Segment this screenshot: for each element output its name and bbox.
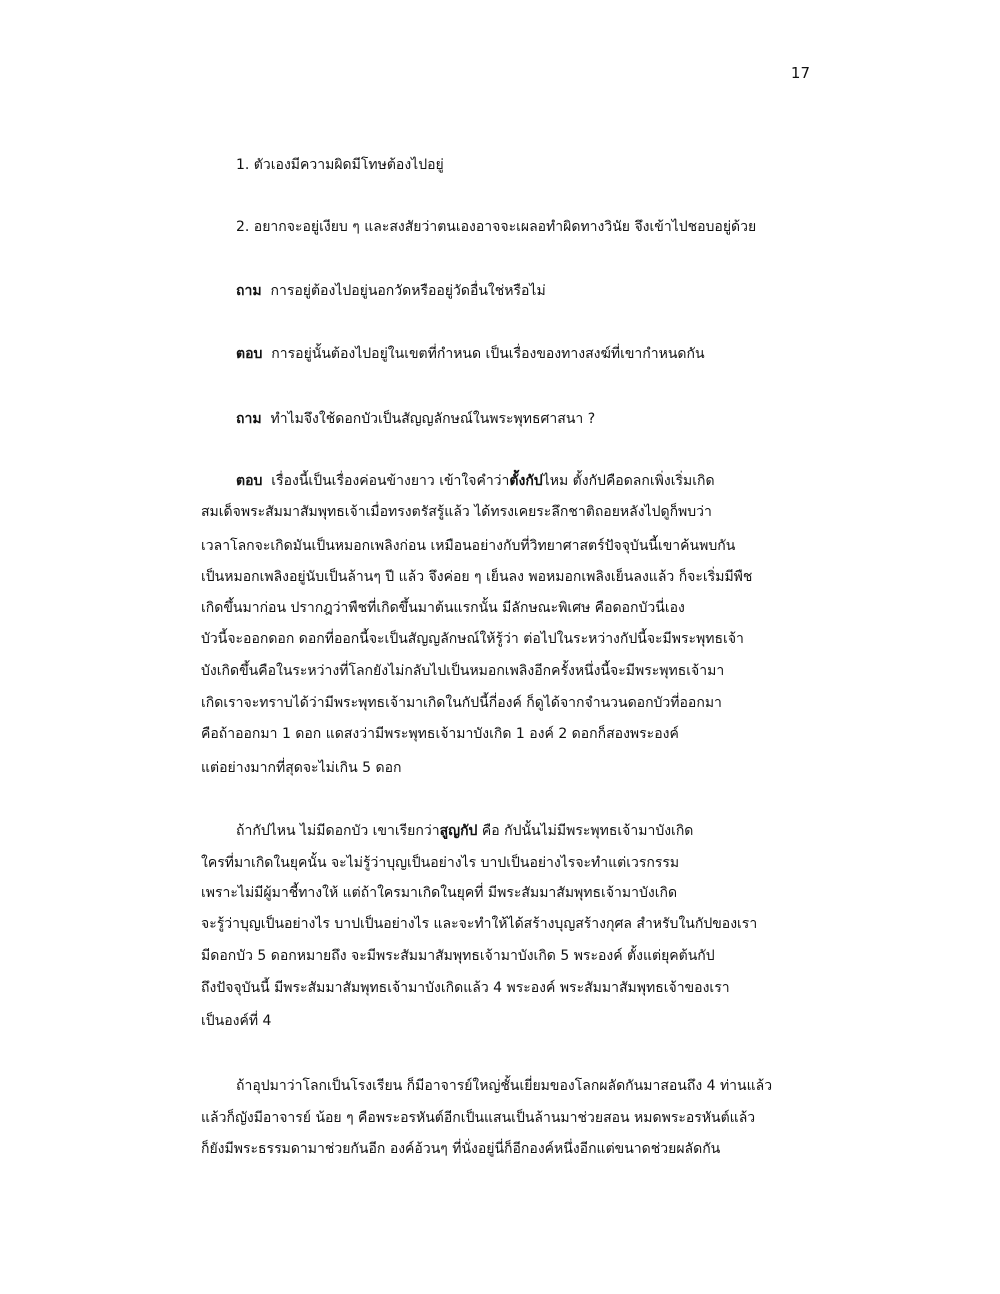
paragraph-line: บังเกิดขึ้นคือในระหว่างที่โลกยังไม่กลับไปเป็นหมอกเพลิงอีกครั้งหนึ่งนี้จะมีพระพุทธเจ้ามา [201,663,725,679]
paragraph-line: เกิดเราจะทราบได้ว่ามีพระพุทธเจ้ามาเกิดในกัปนี้กี่องค์ ก็ดูได้จากจำนวนดอกบัวที่ออกมา [201,695,722,711]
term-sunkap: สูญกัป [439,823,478,839]
paragraph-line: บัวนี้จะออกดอก ดอกที่ออกนี้จะเป็นสัญญลักษณ์ให้รู้ว่า ต่อไปในระหว่างกัปนี้จะมีพระพุทธเจ้า [201,631,744,647]
paragraph-line: ถึงปัจจุบันนี้ มีพระสัมมาสัมพุทธเจ้ามาบังเกิดแล้ว 4 พระองค์ พระสัมมาสัมพุทธเจ้าของเรา [201,980,730,996]
question-1 [236,280,546,302]
paragraph-line: เป็นหมอกเพลิงอยู่นับเป็นล้านๆ ปี แล้ว จึงค่อย ๆ เย็นลง พอหมอกเพลิงเย็นลงแล้ว ก็จะเริ่มมีพืช [201,569,753,585]
paragraph-line: เป็นองค์ที่ 4 [201,1013,272,1029]
paragraph-line: ใครที่มาเกิดในยุคนั้น จะไม่รู้ว่าบุญเป็นอย่างไร บาปเป็นอย่างไรจะทำแต่เวรกรรม [201,855,680,871]
paragraph-line: ก็ยังมีพระธรรมดามาช่วยกันอีก องค์อ้วนๆ ที่นั่งอยู่นี่ก็อีกองค์หนึ่งอีกแต่ขนาดช่วยผลัดกัน [201,1141,721,1157]
answer-text: การอยู่นั้นต้องไปอยู่ในเขตที่กำหนด เป็นเรื่องของทางสงฆ์ที่เขากำหนดกัน [271,346,705,362]
paragraph-3-first-line: ถ้าอุปมาว่าโลกเป็นโรงเรียน ก็มีอาจารย์ใหญ่ชั้นเยี่ยมของโลกผลัดกันมาสอนถึง 4 ท่านแล้ว [236,1078,773,1094]
paragraph-line: แล้วก็ญังมีอาจารย์ น้อย ๆ คือพระอรหันต์อีกเป็นแสนเป็นล้านมาช่วยสอน หมดพระอรหันต์แล้ว [201,1110,756,1126]
paragraph-text: ถ้ากัปไหน ไม่มีดอกบัว เขาเรียกว่า [236,823,440,839]
answer-2-first-line [236,470,715,492]
question-label: ถาม [236,283,262,299]
paragraph-text: คือ กัปนั้นไม่มีพระพุทธเจ้ามาบังเกิด [477,823,694,839]
page-number: 17 [790,64,810,82]
answer-label: ตอบ [236,473,263,489]
paragraph-line: เวลาโลกจะเกิดมันเป็นหมอกเพลิงก่อน เหมือนอย่างกับที่วิทยาศาสตร์ปัจจุบันนี้เขาค้นพบกัน [201,538,736,554]
answer-1 [236,343,705,365]
paragraph-2-first-line [236,820,693,842]
paragraph-line: จะรู้ว่าบุญเป็นอย่างไร บาปเป็นอย่างไร และจะทำให้ได้สร้างบุญสร้างกุศล สำหรับในกัปของเรา [201,916,758,932]
question-text: ทำไมจึงใช้ดอกบัวเป็นสัญญลักษณ์ในพระพุทธศาสนา ? [270,411,596,427]
question-text: การอยู่ต้องไปอยู่นอกวัดหรืออยู่วัดอื่นใช่หรือไม่ [270,283,546,299]
answer-text: เรื่องนี้เป็นเรื่องค่อนข้างยาว เข้าใจคำว่า [271,473,510,489]
term-tangkap: ตั้งกัป [509,473,543,489]
question-2 [236,408,595,430]
paragraph-line: แต่อย่างมากที่สุดจะไม่เกิน 5 ดอก [201,760,402,776]
answer-text: ไหม ตั้งกัปคือดลกเพิ่งเริ่มเกิด [542,473,715,489]
list-item-2: 2. อยากจะอยู่เงียบ ๆ และสงสัยว่าตนเองอาจจะเผลอทำผิดทางวินัย จึงเข้าไปชอบอยู่ด้วย [236,219,757,235]
paragraph-line: สมเด็จพระสัมมาสัมพุทธเจ้าเมื่อทรงตรัสรู้แล้ว ได้ทรงเคยระลึกชาติถอยหลังไปดูก็พบว่า [201,504,712,520]
answer-label: ตอบ [236,346,263,362]
list-item-1: 1. ตัวเองมีความผิดมีโทษต้องไปอยู่ [236,157,444,173]
paragraph-line: เพราะไม่มีผู้มาชี้ทางให้ แต่ถ้าใครมาเกิดในยุคที่ มีพระสัมมาสัมพุทธเจ้ามาบังเกิด [201,885,678,901]
paragraph-line: มีดอกบัว 5 ดอกหมายถึง จะมีพระสัมมาสัมพุทธเจ้ามาบังเกิด 5 พระองค์ ตั้งแต่ยุคต้นกัป [201,948,715,964]
paragraph-line: คือถ้าออกมา 1 ดอก แดสงว่ามีพระพุทธเจ้ามาบังเกิด 1 องค์ 2 ดอกก็สองพระองค์ [201,726,679,742]
question-label: ถาม [236,411,262,427]
paragraph-line: เกิดขึ้นมาก่อน ปรากฎว่าพืชที่เกิดขึ้นมาต้นแรกนั้น มีลักษณะพิเศษ คือดอกบัวนี่เอง [201,600,685,616]
